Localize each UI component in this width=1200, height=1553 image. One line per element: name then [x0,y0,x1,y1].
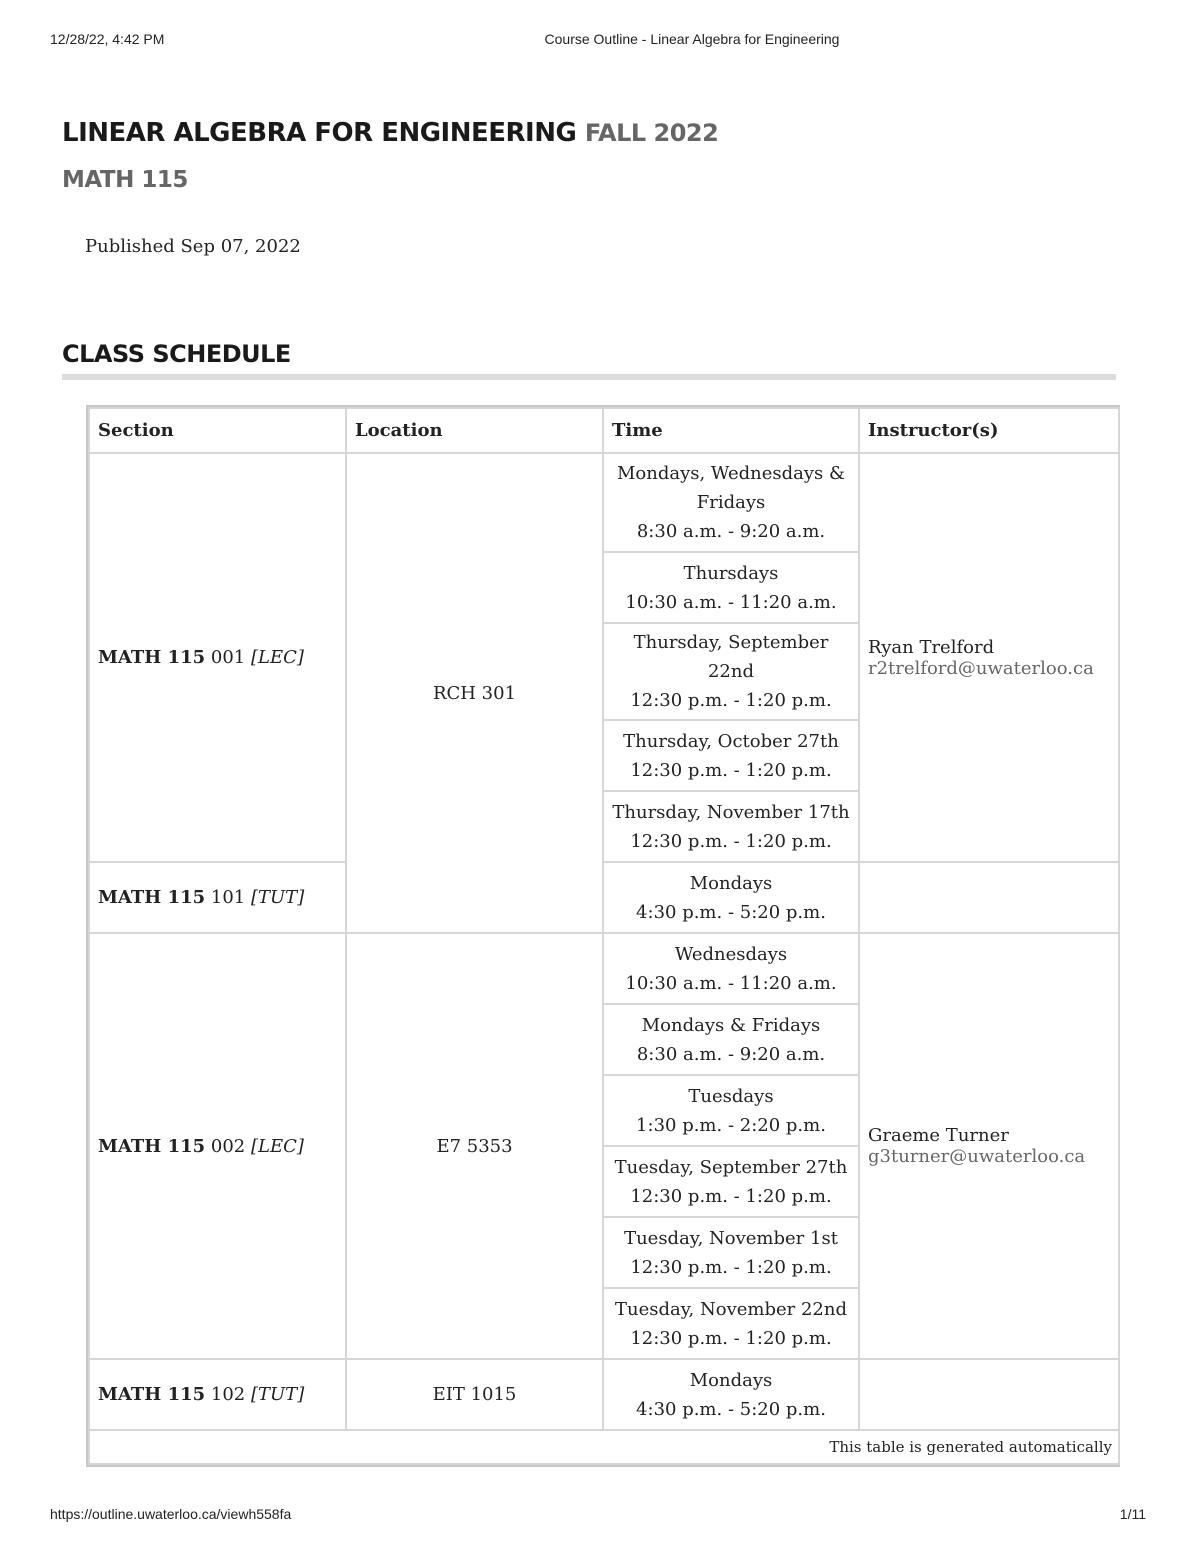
time-days: Tuesdays [688,1085,774,1107]
print-datetime: 12/28/22, 4:42 PM [50,31,165,47]
instructor-email: r2trelford@uwaterloo.ca [868,657,1094,679]
section-number: 001 [210,647,246,668]
time-cell [603,862,859,933]
time-range: 12:30 p.m. - 1:20 p.m. [630,759,832,781]
section-code: MATH 115 [98,647,206,668]
table-header-row [89,408,1119,453]
time-days: Wednesdays [674,943,788,965]
time-days: Thursday, October 27th [623,730,839,752]
course-title-block [62,118,718,193]
course-code: MATH 115 [62,167,188,194]
time-cell [603,720,859,791]
column-header-time: Time [603,408,859,453]
course-term: FALL 2022 [584,119,719,147]
instructor-name: Ryan Trelford [868,636,995,658]
time-range: 4:30 p.m. - 5:20 p.m. [636,901,826,923]
instructor-email: g3turner@uwaterloo.ca [868,1146,1086,1167]
time-days: Thursdays [683,562,779,584]
section-code: MATH 115 [98,887,206,908]
section-cell [89,1359,346,1430]
class-schedule-table [88,407,1120,1465]
column-header-section: Section [89,408,346,453]
course-title [62,118,718,149]
print-page-title: Course Outline - Linear Algebra for Engineering [544,31,840,47]
time-cell [603,453,859,552]
instructor-cell-empty [859,1359,1119,1430]
time-days: Tuesday, November 1st [624,1227,838,1249]
course-title-text: LINEAR ALGEBRA FOR ENGINEERING [62,118,577,148]
time-cell [603,1217,859,1288]
table-footnote-row [89,1430,1119,1464]
time-cell [603,933,859,1004]
time-range: 12:30 p.m. - 1:20 p.m. [630,1327,832,1349]
time-range: 4:30 p.m. - 5:20 p.m. [636,1398,826,1420]
column-header-instructors: Instructor(s) [859,408,1119,453]
time-range: 12:30 p.m. - 1:20 p.m. [630,1185,832,1207]
time-days: Thursday, September 22nd [633,632,829,682]
time-days: Mondays, Wednesdays & Fridays [616,463,846,513]
print-page-number: 1/11 [1119,1506,1146,1522]
time-cell [603,623,859,720]
table-row [89,862,1119,933]
time-days: Mondays [689,1369,773,1391]
instructor-cell-empty [859,862,1119,933]
section-cell [89,453,346,862]
table-row [89,1359,1119,1430]
column-header-location: Location [346,408,603,453]
location-cell: EIT 1015 [346,1359,603,1430]
time-cell [603,552,859,623]
section-number: 102 [210,1384,246,1405]
instructor-cell [859,453,1119,862]
time-range: 12:30 p.m. - 1:20 p.m. [630,690,832,711]
time-range: 10:30 a.m. - 11:20 a.m. [625,972,837,994]
section-type: [TUT] [250,887,305,908]
time-days: Mondays & Fridays [641,1014,821,1036]
section-number: 002 [210,1135,246,1157]
class-schedule-heading: CLASS SCHEDULE [62,340,1116,380]
section-cell [89,933,346,1359]
table-row [89,453,1119,552]
table-row [89,933,1119,1004]
time-range: 1:30 p.m. - 2:20 p.m. [636,1114,826,1136]
instructor-cell [859,933,1119,1359]
time-range: 12:30 p.m. - 1:20 p.m. [630,1256,832,1278]
print-url: https://outline.uwaterloo.ca/viewh558fa [50,1506,292,1522]
section-code: MATH 115 [98,1135,206,1157]
time-range: 8:30 a.m. - 9:20 a.m. [636,521,826,542]
section-type: [TUT] [250,1384,305,1405]
section-type: [LEC] [250,647,304,668]
instructor-name: Graeme Turner [868,1125,1009,1146]
time-cell [603,1075,859,1146]
published-date: Published Sep 07, 2022 [85,236,301,257]
time-range: 12:30 p.m. - 1:20 p.m. [630,830,832,852]
class-schedule-table-wrapper [86,405,1120,1467]
section-number: 101 [210,887,246,908]
time-range: 10:30 a.m. - 11:20 a.m. [625,591,837,613]
time-cell [603,1288,859,1359]
time-days: Mondays [689,872,773,894]
time-cell [603,1359,859,1430]
time-cell [603,791,859,862]
time-range: 8:30 a.m. - 9:20 a.m. [636,1043,826,1065]
time-days: Tuesday, September 27th [614,1156,848,1178]
time-days: Thursday, November 17th [612,801,850,823]
time-cell [603,1004,859,1075]
section-type: [LEC] [250,1135,304,1157]
time-days: Tuesday, November 22nd [615,1298,847,1320]
table-footnote: This table is generated automatically [89,1430,1119,1464]
time-cell [603,1146,859,1217]
location-cell: E7 5353 [346,933,603,1359]
section-cell [89,862,346,933]
location-cell: RCH 301 [346,453,603,933]
section-code: MATH 115 [98,1384,206,1405]
